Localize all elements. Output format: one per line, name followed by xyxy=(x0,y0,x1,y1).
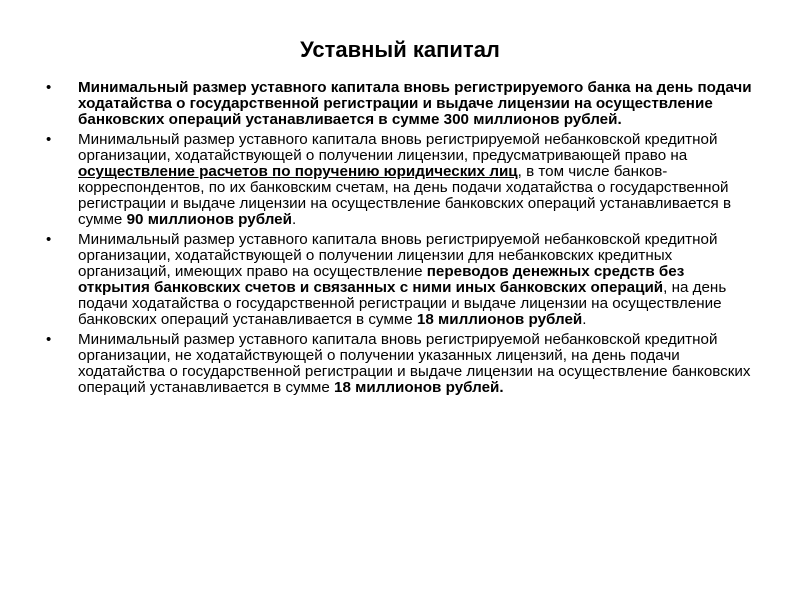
bullet-dot-icon: • xyxy=(46,79,52,96)
bullet-4-text-a: Минимальный размер уставного капитала вновь регистрируемой небанковской кредитной организации, не ходатайствующей о получении указанных лицензий, на день подачи ходатайства о государственной регистрации и выдаче лицензии на осуществление банковских операций устанавливается в сумме xyxy=(78,331,751,396)
bullet-item-4 xyxy=(46,332,754,396)
bullet-item-1 xyxy=(46,80,754,128)
bullet-item-2 xyxy=(46,132,754,228)
bullet-3-amount: 18 миллионов рублей xyxy=(416,311,583,328)
bullet-item-3 xyxy=(46,232,754,328)
bullet-4-amount: 18 миллионов рублей. xyxy=(334,379,504,396)
slide-title: Уставный капитал xyxy=(300,37,500,62)
bullet-1-text: Минимальный размер уставного капитала вновь регистрируемого банка на день подачи ходатайства о государственной регистрации и выдаче лицензии на осуществление банковских операций устанавливается в сумме 300 миллионов рублей. xyxy=(78,79,752,128)
bullet-3-text-a: Минимальный размер уставного капитала вновь регистрируемой небанковской кредитной организации, ходатайствующей о получении лицензии для небанковских кредитных организаций, имеющих право на осуществление xyxy=(78,231,718,280)
bullet-dot-icon: • xyxy=(46,331,52,348)
bullet-3-emphasis-transfers: переводов денежных средств без открытия банковских счетов и связанных с ними иных банковских операций xyxy=(78,263,685,296)
bullet-2-emphasis-settlements: осуществление расчетов по поручению юридических лиц xyxy=(78,163,518,180)
bullet-2-text-b: , в том числе банков-корреспондентов, по их банковским счетам, на день подачи ходатайства о государственной регистрации и выдаче лицензии на осуществление банковских операций устанавливается в сумме xyxy=(78,163,732,228)
bullet-dot-icon: • xyxy=(46,231,52,248)
bullet-2-amount: 90 миллионов рублей xyxy=(126,211,292,228)
bullet-list xyxy=(46,80,754,400)
bullet-2-text-a: Минимальный размер уставного капитала вновь регистрируемой небанковской кредитной организации, ходатайствующей о получении лицензии, предусматривающей право на xyxy=(78,131,718,164)
bullet-3-text-end: . xyxy=(582,311,587,328)
bullet-2-text-end: . xyxy=(291,211,297,228)
bullet-3-text-b: , на день подачи ходатайства о государственной регистрации и выдаче лицензии на осуществление банковских операций устанавливается в сумме xyxy=(78,279,727,328)
bullet-dot-icon: • xyxy=(46,131,52,148)
